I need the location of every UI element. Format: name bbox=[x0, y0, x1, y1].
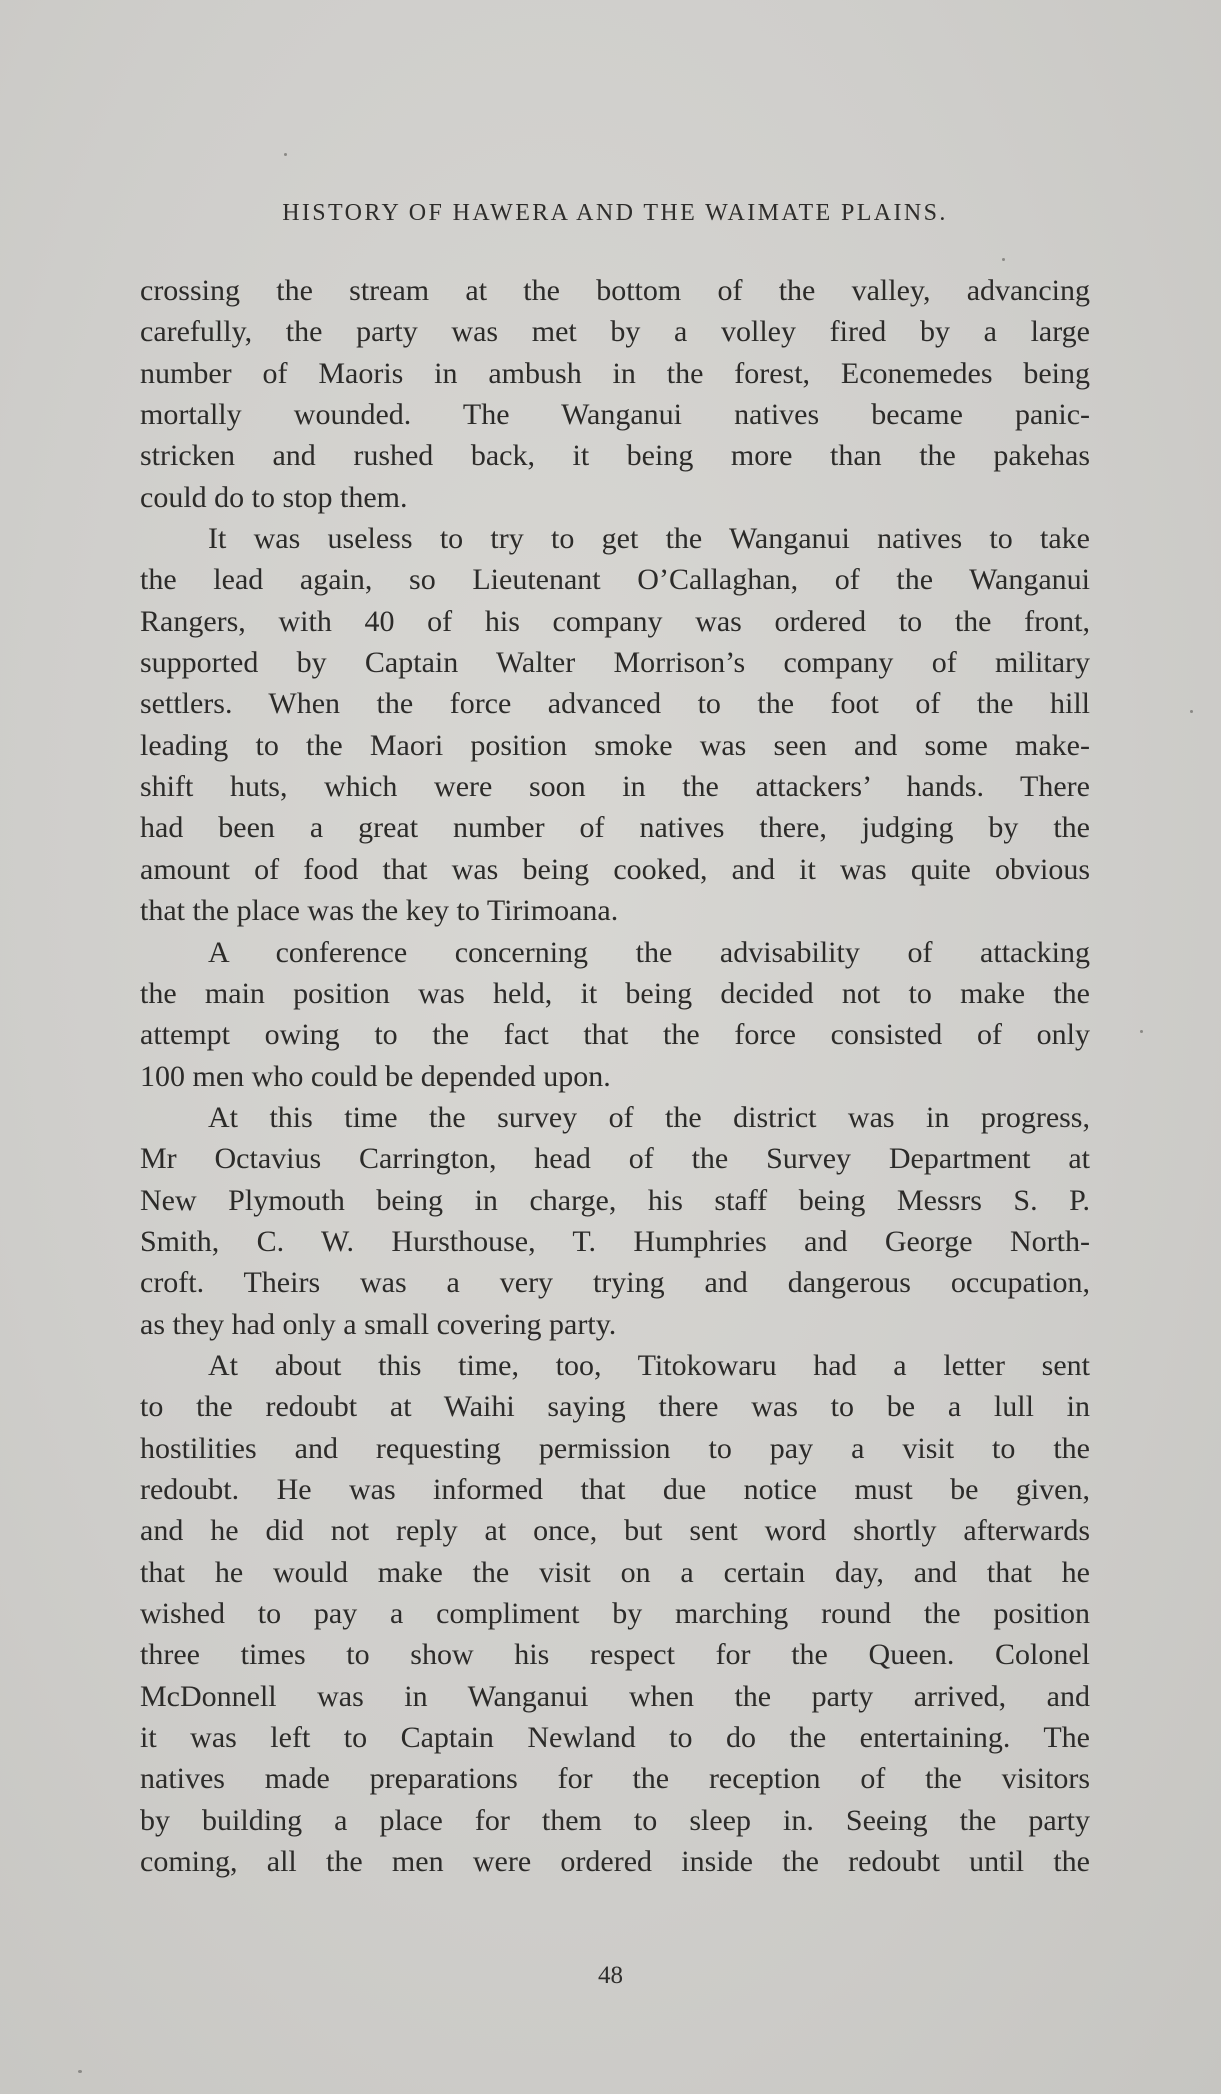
text-line: coming, all the men were ordered inside the redoubt until the bbox=[140, 1845, 1090, 1879]
text-line: that he would make the visit on a certain day, and that he bbox=[140, 1555, 1090, 1589]
text-line: and he did not reply at once, but sent word shortly afterwards bbox=[140, 1514, 1090, 1548]
text-line: hostilities and requesting permission to pay a visit to the bbox=[140, 1431, 1090, 1465]
paper-speck bbox=[284, 153, 287, 156]
text-line: carefully, the party was met by a volley fired by a large bbox=[140, 315, 1090, 349]
text-line: supported by Captain Walter Morrison’s company of military bbox=[140, 646, 1090, 680]
paper-speck bbox=[1190, 710, 1193, 713]
text-line: Mr Octavius Carrington, head of the Survey Department at bbox=[140, 1142, 1090, 1176]
text-line: three times to show his respect for the Queen. Colonel bbox=[140, 1638, 1090, 1672]
text-line: At about this time, too, Titokowaru had a letter sent bbox=[208, 1348, 1090, 1382]
text-line: Rangers, with 40 of his company was ordered to the front, bbox=[140, 604, 1090, 638]
text-line: the main position was held, it being decided not to make the bbox=[140, 976, 1090, 1010]
text-line: 100 men who could be depended upon. bbox=[140, 1059, 611, 1093]
text-line: could do to stop them. bbox=[140, 480, 408, 514]
text-line: wished to pay a compliment by marching round the position bbox=[140, 1597, 1090, 1630]
paper-speck bbox=[1140, 1030, 1143, 1033]
text-line: redoubt. He was informed that due notice must be given, bbox=[140, 1472, 1090, 1506]
text-line: that the place was the key to Tirimoana. bbox=[140, 894, 619, 928]
text-line: natives made preparations for the reception of the visitors bbox=[140, 1762, 1090, 1796]
text-line: shift huts, which were soon in the attackers’ hands. There bbox=[140, 770, 1090, 804]
text-line: Smith, C. W. Hursthouse, T. Humphries and George North- bbox=[140, 1224, 1090, 1258]
text-line: by building a place for them to sleep in. Seeing the party bbox=[140, 1803, 1090, 1837]
text-line: It was useless to try to get the Wanganui natives to take bbox=[208, 522, 1090, 556]
text-line: croft. Theirs was a very trying and dangerous occupation, bbox=[140, 1266, 1090, 1300]
text-line: to the redoubt at Waihi saying there was to be a lull in bbox=[140, 1390, 1090, 1424]
paper-speck bbox=[78, 2070, 82, 2073]
text-line: had been a great number of natives there, judging by the bbox=[140, 811, 1090, 845]
text-line: number of Maoris in ambush in the forest, Econemedes being bbox=[140, 356, 1090, 390]
text-line: as they had only a small covering party. bbox=[140, 1307, 617, 1341]
text-line: A conference concerning the advisability of attacking bbox=[208, 935, 1090, 969]
text-line: the lead again, so Lieutenant O’Callaghan, of the Wanganui bbox=[140, 563, 1090, 597]
text-line: amount of food that was being cooked, and it was quite obvious bbox=[140, 852, 1090, 886]
body-text bbox=[140, 270, 1090, 1882]
text-line: New Plymouth being in charge, his staff being Messrs S. P. bbox=[140, 1183, 1090, 1217]
running-head: HISTORY OF HAWERA AND THE WAIMATE PLAINS. bbox=[282, 200, 948, 226]
text-line: crossing the stream at the bottom of the valley, advancing bbox=[140, 274, 1090, 307]
text-line: McDonnell was in Wanganui when the party arrived, and bbox=[140, 1679, 1090, 1713]
text-line: leading to the Maori position smoke was seen and some make- bbox=[140, 728, 1090, 762]
text-line: it was left to Captain Newland to do the entertaining. The bbox=[140, 1721, 1090, 1755]
paper-speck bbox=[1002, 258, 1005, 261]
page-number: 48 bbox=[598, 1962, 623, 1989]
text-line: attempt owing to the fact that the force consisted of only bbox=[140, 1018, 1090, 1052]
text-line: mortally wounded. The Wanganui natives became panic- bbox=[140, 398, 1090, 432]
text-line: settlers. When the force advanced to the foot of the hill bbox=[140, 687, 1090, 721]
text-line: stricken and rushed back, it being more than the pakehas bbox=[140, 439, 1090, 473]
text-line: At this time the survey of the district was in progress, bbox=[208, 1100, 1090, 1134]
